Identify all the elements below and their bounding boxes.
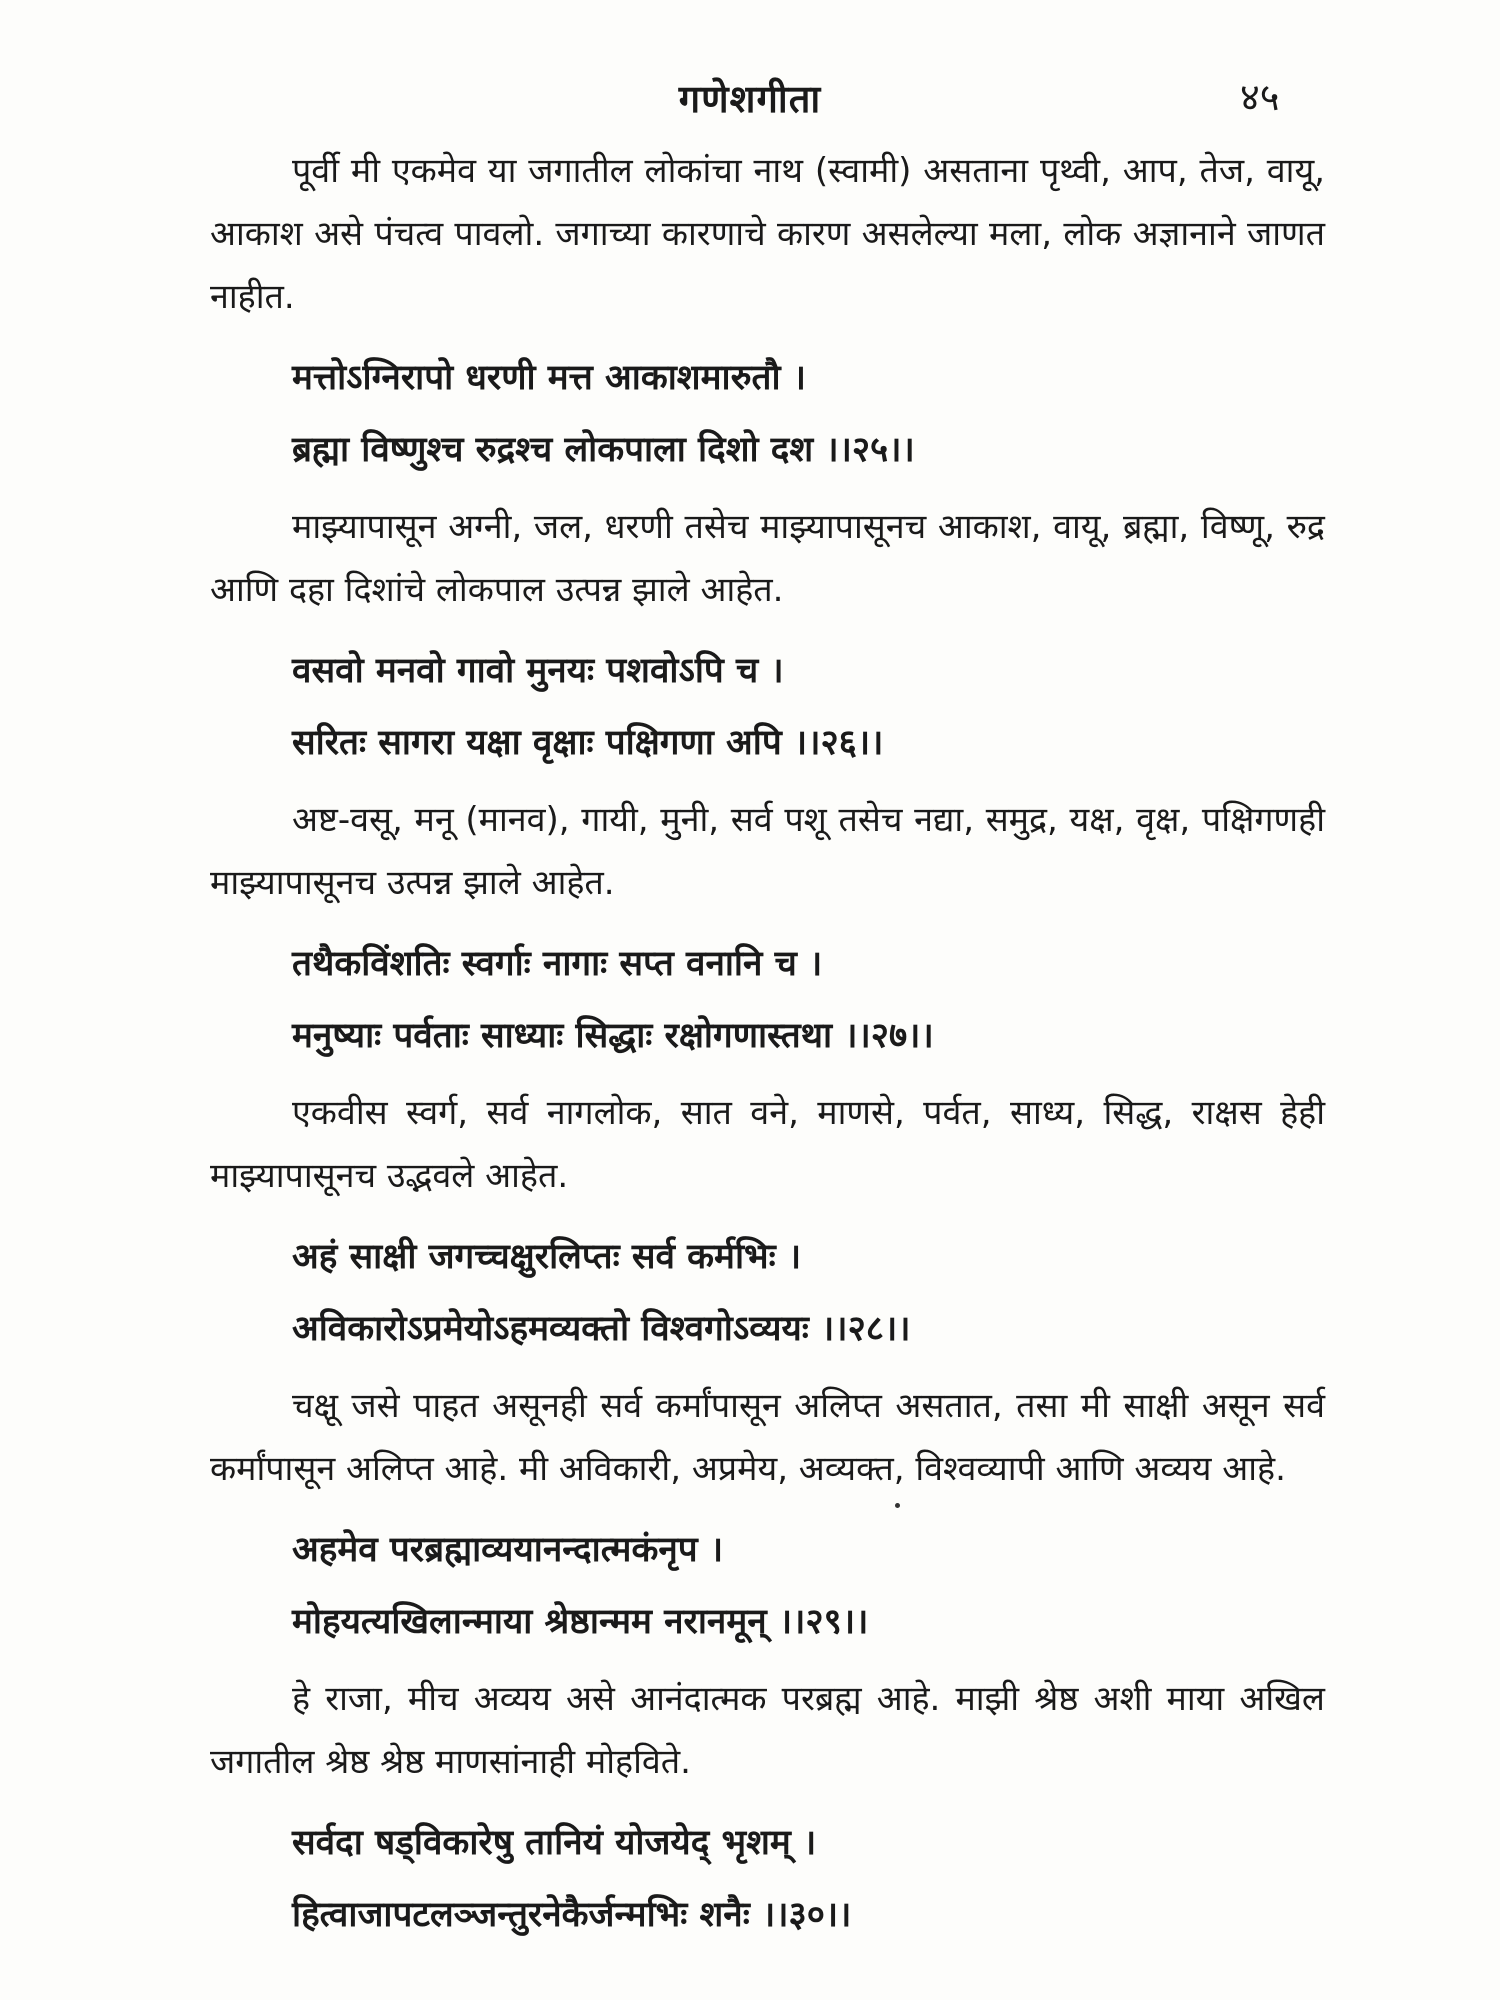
verse-28 <box>210 1221 1325 1365</box>
verse-line: तथैकविंशतिः स्वर्गाः नागाः सप्त वनानि च । <box>292 944 823 984</box>
verse-30 <box>210 1807 1325 1951</box>
verse-line: सरितः सागरा यक्षा वृक्षाः पक्षिगणा अपि ।।२६।। <box>292 723 884 763</box>
stray-ink-dot <box>895 1503 900 1508</box>
verse-27 <box>210 928 1325 1072</box>
verse-line: सर्वदा षड्विकारेषु तानियं योजयेद् भृशम् । <box>292 1823 817 1863</box>
verse-line: अहमेव परब्रह्माव्ययानन्दात्मकंनृप । <box>292 1530 724 1570</box>
verse-line: अविकारोऽप्रमेयोऽहमव्यक्तो विश्वगोऽव्ययः ।।२८।। <box>292 1309 911 1349</box>
verse-26 <box>210 635 1325 779</box>
commentary-paragraph: हे राजा, मीच अव्यय असे आनंदात्मक परब्रह्म आहे. माझी श्रेष्ठ अशी माया अखिल जगातील श्रेष्ठ श्रेष्ठ माणसांनाही मोहविते. <box>210 1679 1325 1782</box>
verse-line: मोहयत्यखिलान्माया श्रेष्ठान्मम नरानमून् ।।२९।। <box>292 1602 869 1642</box>
verse-25 <box>210 342 1325 486</box>
commentary-paragraph: माझ्यापासून अग्नी, जल, धरणी तसेच माझ्यापासूनच आकाश, वायू, ब्रह्मा, विष्णू, रुद्र आणि दहा दिशांचे लोकपाल उत्पन्न झाले आहेत. <box>210 507 1325 610</box>
verse-line: मनुष्याः पर्वताः साध्याः सिद्धाः रक्षोगणास्तथा ।।२७।। <box>292 1016 934 1056</box>
verse-line: अहं साक्षी जगच्चक्षुरलिप्तः सर्व कर्मभिः । <box>292 1237 802 1277</box>
verse-line: वसवो मनवो गावो मुनयः पशवोऽपि च । <box>292 651 784 691</box>
commentary-paragraph: एकवीस स्वर्ग, सर्व नागलोक, सात वने, माणसे, पर्वत, साध्य, सिद्ध, राक्षस हेही माझ्यापासूनच उद्भवले आहेत. <box>210 1093 1325 1196</box>
commentary-paragraph: चक्षू जसे पाहत असूनही सर्व कर्मांपासून अलिप्त असतात, तसा मी साक्षी असून सर्व कर्मांपासून अलिप्त आहे. मी अविकारी, अप्रमेय, अव्यक्त, विश्वव्यापी आणि अव्यय आहे. <box>210 1386 1325 1489</box>
verse-line: मत्तोऽग्निरापो धरणी मत्त आकाशमारुतौ । <box>292 358 806 398</box>
verse-line: हित्वाजापटलञ्जन्तुरनेकैर्जन्मभिः शनैः ।।३०।। <box>292 1895 852 1935</box>
page-content <box>210 140 1325 1961</box>
verse-line: ब्रह्मा विष्णुश्च रुद्रश्च लोकपाला दिशो दश ।।२५।। <box>292 430 915 470</box>
verse-29 <box>210 1514 1325 1658</box>
page-number: ४५ <box>1240 75 1280 119</box>
commentary-paragraph: अष्ट-वसू, मनू (मानव), गायी, मुनी, सर्व पशू तसेच नद्या, समुद्र, यक्ष, वृक्ष, पक्षिगणही माझ्यापासूनच उत्पन्न झाले आहेत. <box>210 800 1325 903</box>
commentary-paragraph: पूर्वी मी एकमेव या जगातील लोकांचा नाथ (स्वामी) असताना पृथ्वी, आप, तेज, वायू, आकाश असे पंचत्व पावलो. जगाच्या कारणाचे कारण असलेल्या मला, लोक अज्ञानाने जाणत नाहीत. <box>210 151 1325 317</box>
running-title: गणेशगीता <box>678 77 822 121</box>
